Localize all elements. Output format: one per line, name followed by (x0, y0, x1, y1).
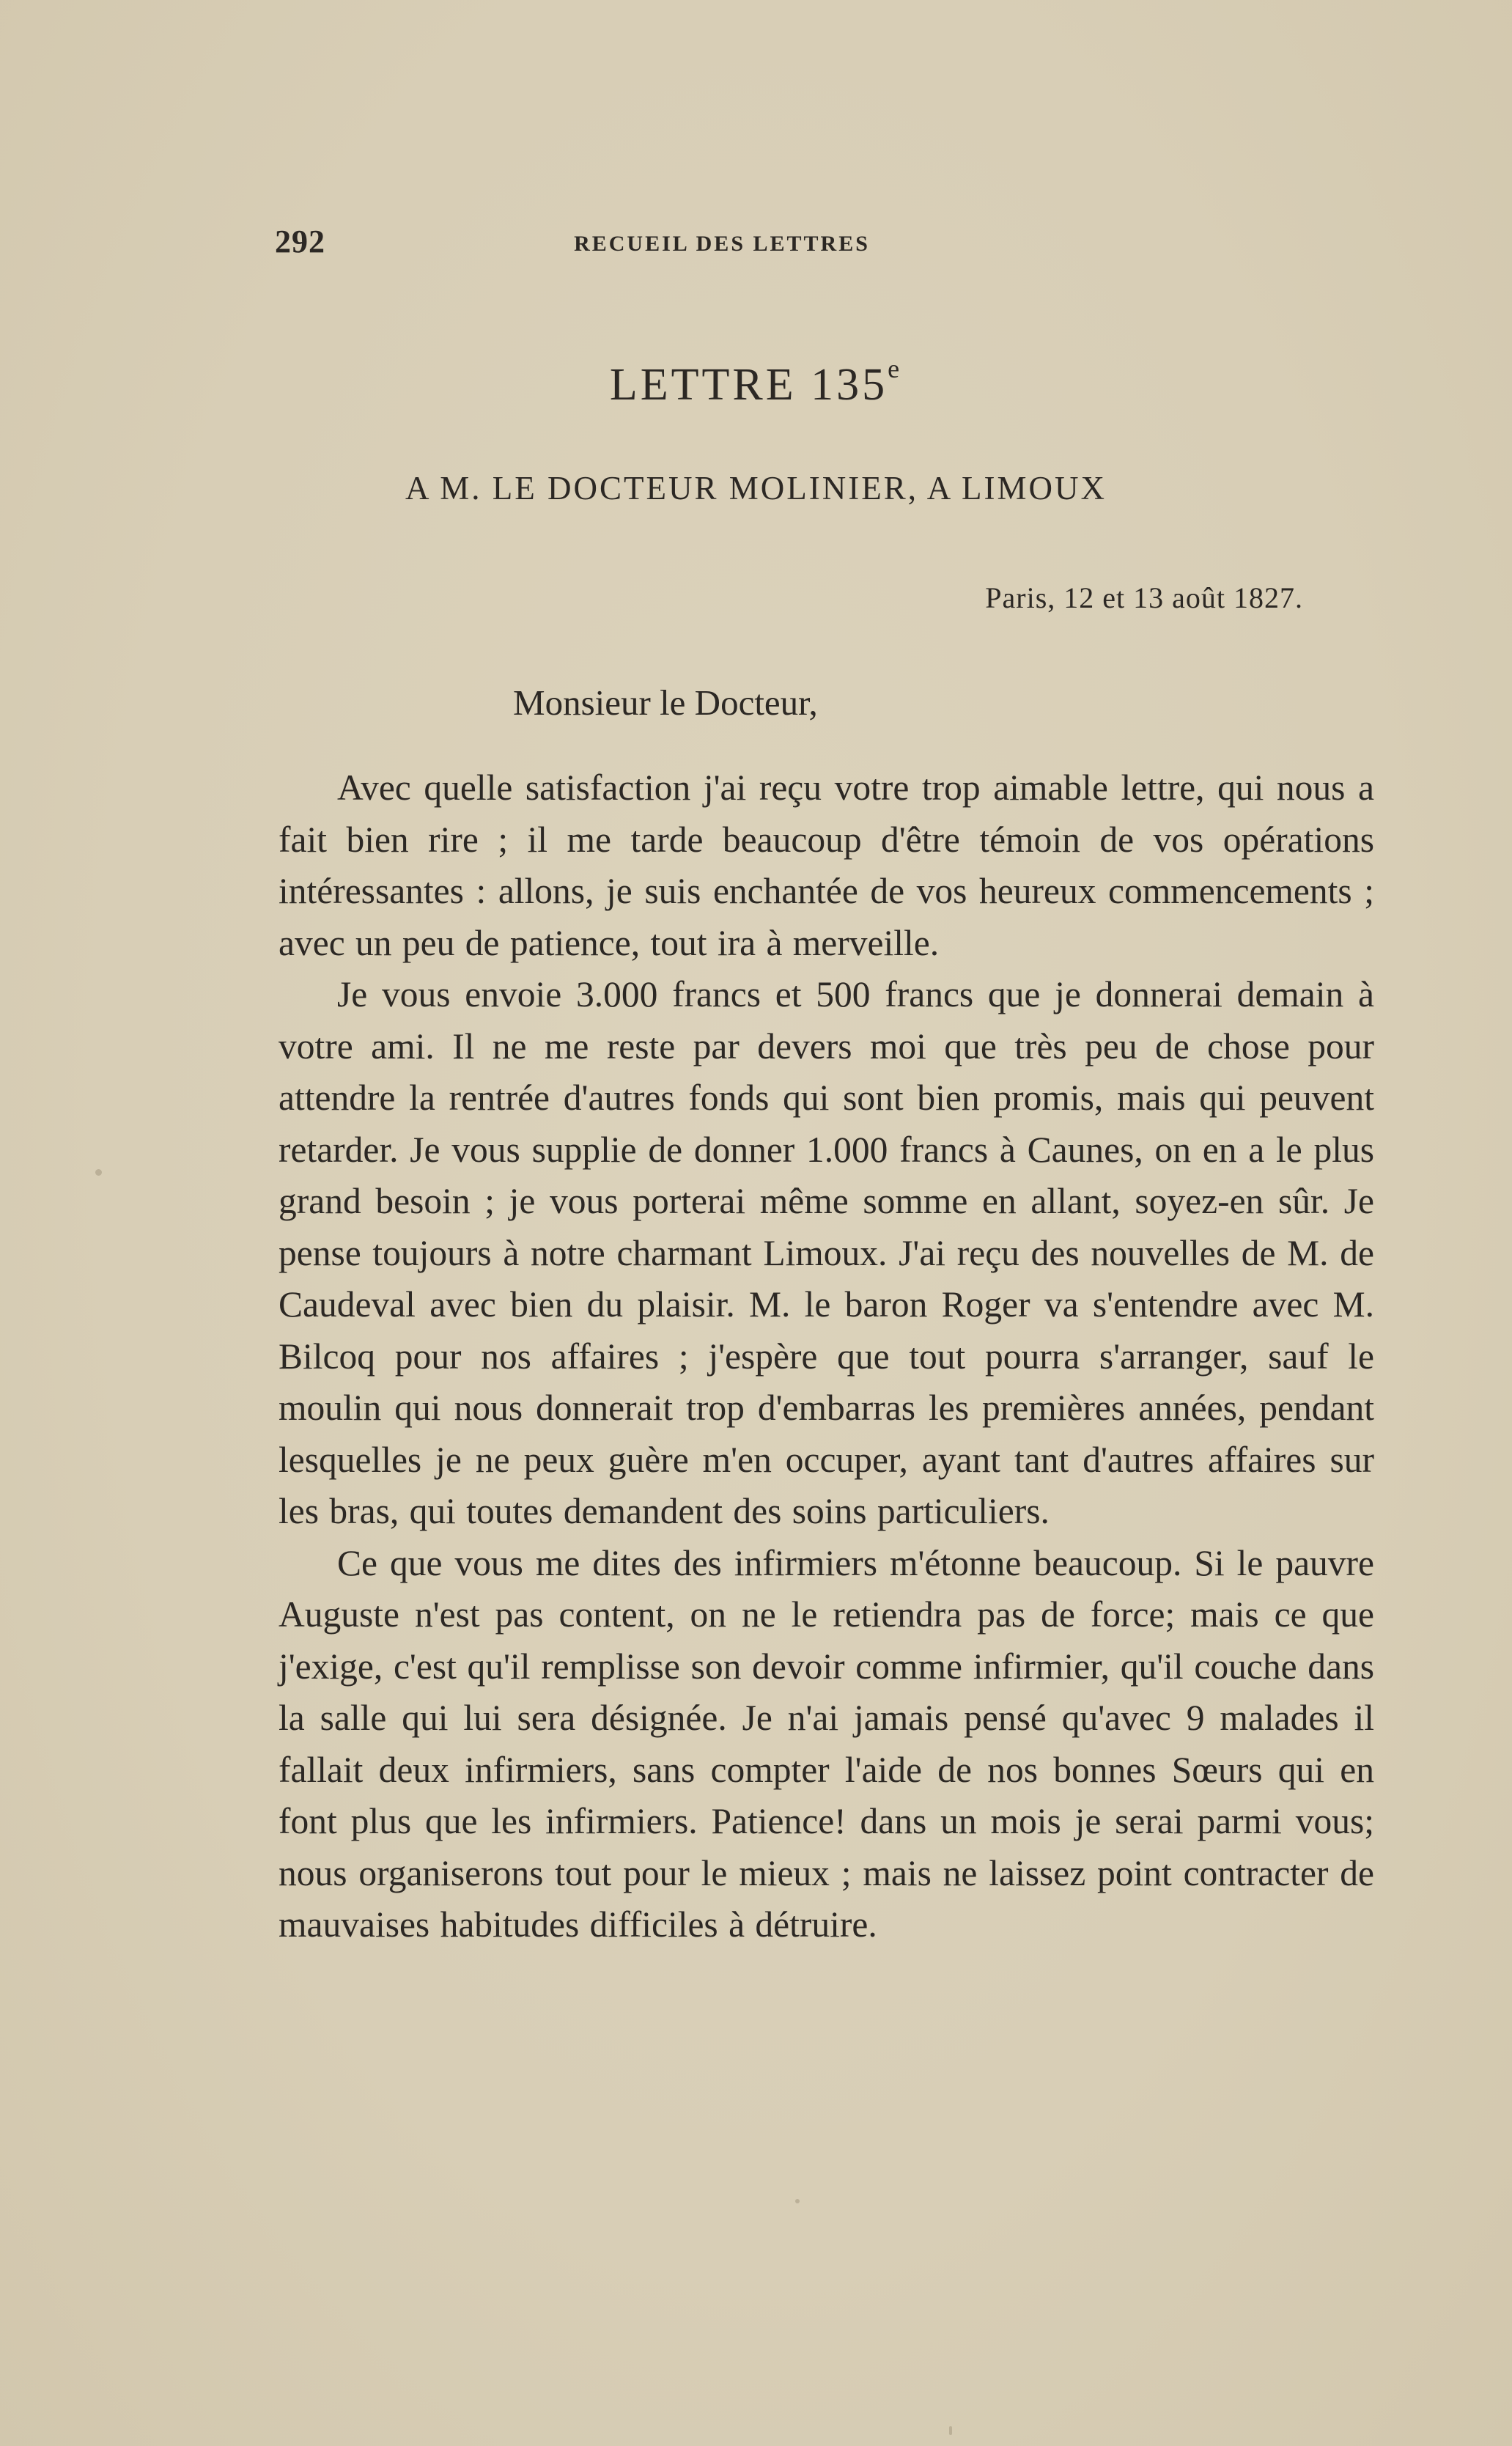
dateline: Paris, 12 et 13 août 1827. (985, 581, 1303, 614)
letter-title-suffix: e (888, 354, 903, 383)
addressee: A M. LE DOCTEUR MOLINIER, A LIMOUX (405, 470, 1107, 506)
paper-speck (95, 1169, 102, 1176)
salutation: Monsieur le Docteur, (513, 682, 818, 723)
paragraph-2: Je vous envoie 3.000 francs et 500 francs que je donnerai demain à votre ami. Il ne me reste par devers moi que très peu de chose pour attendre la rentrée d'autres fonds qui sont bien promis, mais qui peuvent retarder. Je vous supplie de donner 1.000 francs à Caunes, on en a le plus grand besoin ; je vous porterai même somme en allant, soyez-en sûr. Je pense toujours à notre charmant Limoux. J'ai reçu des nouvelles de M. de Caudeval avec bien du plaisir. M. le baron Roger va s'entendre avec M. Bilcoq pour nos affaires ; j'espère que tout pourra s'arranger, sauf le moulin qui nous donnerait trop d'embarras les premières années, pendant lesquelles je ne peux guère m'en occuper, ayant tant d'autres affaires sur les bras, qui toutes demandent des soins particuliers. (279, 974, 1374, 1531)
running-title: RECUEIL DES LETTRES (574, 232, 870, 256)
letter-title-text: LETTRE 135 (609, 360, 888, 410)
letter-body (279, 762, 1374, 1951)
page-number: 292 (275, 224, 325, 259)
paragraph-1: Avec quelle satisfaction j'ai reçu votre trop aimable lettre, qui nous a fait bien rire ; il me tarde beaucoup d'être témoin de vos opérations intéressantes : allons, je suis enchantée de vos heureux commencements ; avec un peu de patience, tout ira à merveille. (279, 767, 1374, 963)
paper-speck (949, 2426, 952, 2435)
running-head (275, 223, 1382, 267)
letter-title (0, 353, 1512, 411)
paragraph-3: Ce que vous me dites des infirmiers m'étonne beaucoup. Si le pauvre Auguste n'est pas content, on ne le retiendra pas de force; mais ce que j'exige, c'est qu'il remplisse son devoir comme infirmier, qu'il couche dans la salle qui lui sera désignée. Je n'ai jamais pensé qu'avec 9 malades il fallait deux infirmiers, sans compter l'aide de nos bonnes Sœurs qui en font plus que les infirmiers. Patience! dans un mois je serai parmi vous; nous organiserons tout pour le mieux ; mais ne laissez point contracter de mauvaises habitudes difficiles à détruire. (279, 1542, 1374, 1945)
paper-speck (795, 2199, 800, 2203)
